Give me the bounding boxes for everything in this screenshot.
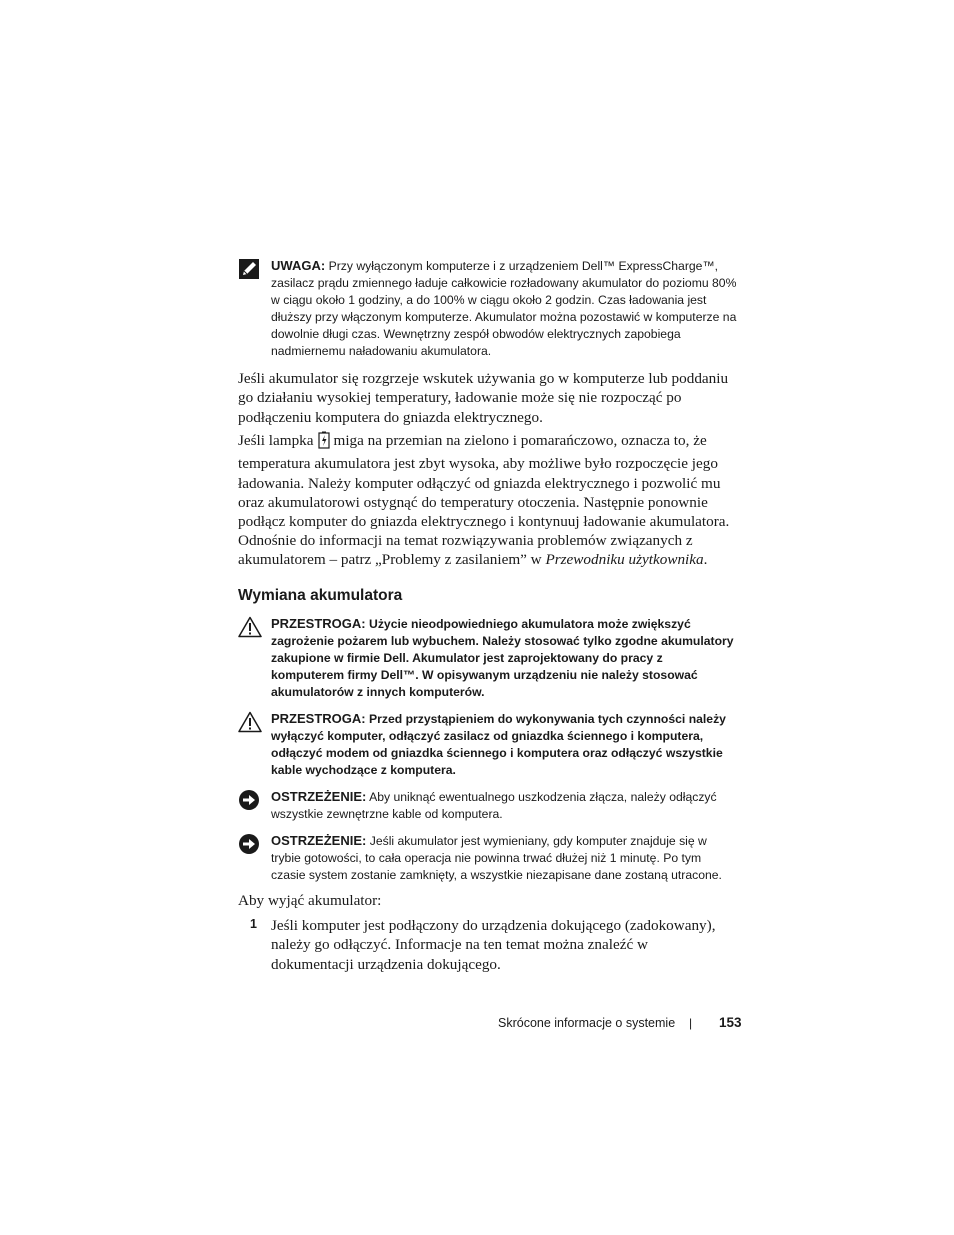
notice-text: Aby uniknąć ewentualnego uszkodzenia złącza, należy odłączyć wszystkie zewnętrzne kable od komputera. (271, 790, 717, 821)
notice-label: OSTRZEŻENIE: (271, 833, 367, 848)
user-guide-reference: Przewodniku użytkownika (545, 551, 704, 569)
caution-label: PRZESTROGA: (271, 616, 366, 631)
caution-text: Użycie nieodpowiedniego akumulatora może zwiększyć zagrożenie pożarem lub wybuchem. Należy stosować tylko zgodne akumulatory zakupione w firmie Dell. Akumulator jest zaprojektowany do pracy z komputerem firmy Dell™. W opisywanym urządzeniu nie należy stosować akumulatorów z innych komputerów. (271, 617, 734, 699)
section-heading: Wymiana akumulatora (238, 587, 403, 604)
warning-triangle-icon (238, 711, 262, 733)
paragraph-lamp (238, 431, 738, 531)
step-text: Jeśli komputer jest podłączony do urządzenia dokującego (zadokowany), należy go odłączyć. Informacje na ten temat można znaleźć w dokumentacji urządzenia dokującego. (271, 917, 716, 973)
notice-text: Jeśli akumulator jest wymieniany, gdy komputer znajduje się w trybie gotowości, to cała operacja nie powinna trwać dłużej niż 1 minutę. Po tym czasie system zostanie zamknięty, a wszystkie niezapisane dane zostaną utracone. (271, 834, 722, 882)
caution-battery (238, 616, 738, 701)
note-text: Przy wyłączonym komputerze i z urządzeniem Dell™ ExpressCharge™, zasilacz prądu zmiennego ładuje całkowicie rozładowany akumulator do poziomu 80% w ciągu około 1 godziny, a do 100% w ciągu około 2 godzin. Czas ładowania jest dłuższy przy włączonym komputerze. Akumulator można pozostawić w komputerze na dowolnie długi czas. Wewnętrzny zespół obwodów elektrycznych zapobiega nadmiernemu naładowaniu akumulatora. (271, 259, 737, 358)
notice-standby (238, 833, 738, 884)
note-label: UWAGA: (271, 258, 326, 273)
paragraph-troubleshooting (238, 531, 738, 570)
footer-separator: | (689, 1016, 693, 1030)
warning-triangle-icon (238, 616, 262, 638)
section-heading-wrap (238, 587, 738, 605)
step-item (238, 916, 738, 974)
notice-connectors (238, 789, 738, 823)
step-number: 1 (250, 917, 257, 931)
paragraph-lamp-start: Jeśli lampka (238, 432, 314, 449)
pencil-note-icon (238, 258, 262, 280)
troubleshooting-end: . (703, 551, 708, 569)
troubleshooting-text: Odnośnie do informacji na temat rozwiązywania problemów związanych z akumulatorem – patrz „Problemy z zasilaniem” w (238, 532, 693, 569)
caution-text: Przed przystąpieniem do wykonywania tych czynności należy wyłączyć komputer, odłączyć zasilacz od gniazdka ściennego i komputera, odłączyć modem od gniazdka ściennego i komputera oraz odłączyć wszystkie kable wychodzące z komputera. (271, 712, 726, 777)
paragraph-lamp-rest: miga na przemian na zielono i pomarańczowo, oznacza to, że temperatura akumulatora jest zbyt wysoka, aby możliwe było rozpoczęcie jego ładowania. Należy komputer odłączyć od gniazda elektrycznego i pozwolić mu oraz akumulatorowi ostygnąć do temperatury otoczenia. Następnie ponownie podłącz komputer do gniazda elektrycznego i kontynuuj ładowanie akumulatora. (238, 432, 730, 531)
notice-arrow-icon (238, 789, 262, 811)
battery-charge-icon (318, 431, 330, 454)
notice-arrow-icon (238, 833, 262, 855)
note-uwaga (238, 258, 738, 359)
footer-section-title: Skrócone informacje o systemie (498, 1016, 676, 1030)
caution-power-off (238, 711, 738, 779)
steps-intro: Aby wyjąć akumulator: (238, 892, 382, 909)
notice-label: OSTRZEŻENIE: (271, 789, 367, 804)
page-number: 153 (719, 1015, 742, 1030)
paragraph-overheat: Jeśli akumulator się rozgrzeje wskutek używania go w komputerze lub poddaniu go działaniu wysokiej temperatury, ładowanie może się nie rozpocząć po podłączeniu komputera do gniazda elektrycznego. (238, 370, 729, 426)
caution-label: PRZESTROGA: (271, 711, 366, 726)
